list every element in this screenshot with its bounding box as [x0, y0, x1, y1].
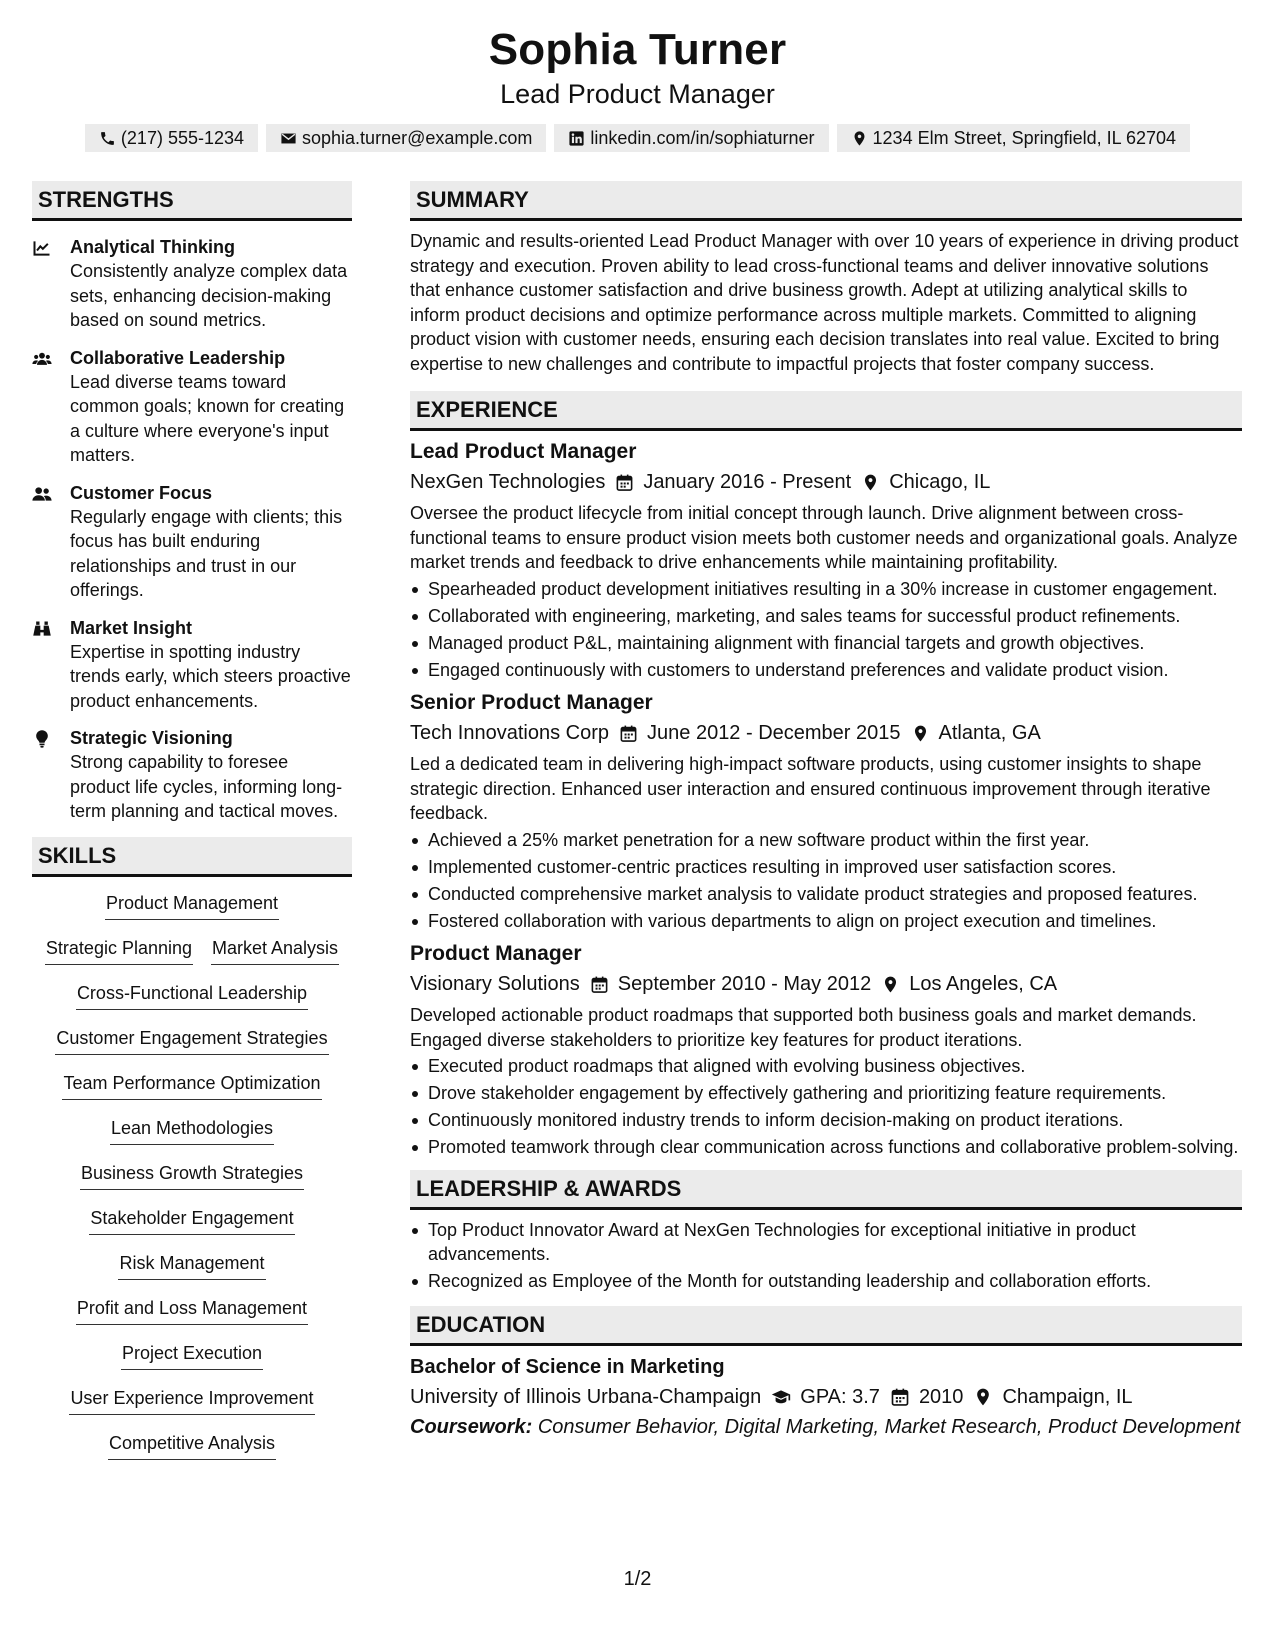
bullet-item: Implemented customer-centric practices resulting in improved user satisfaction scores.	[410, 855, 1242, 880]
skills-list	[32, 890, 352, 1475]
location-icon	[861, 473, 880, 492]
summary-heading: SUMMARY	[410, 181, 1242, 221]
awards-list	[410, 1218, 1242, 1294]
page-number: 1/2	[623, 1568, 652, 1590]
education-school: University of Illinois Urbana-Champaign	[410, 1385, 762, 1408]
contact-email-text: sophia.turner@example.com	[302, 128, 533, 148]
strength-title: Market Insight	[70, 617, 193, 638]
award-item: Top Product Innovator Award at NexGen Technologies for exceptional initiative in product advancements.	[410, 1218, 1242, 1267]
chart-line-icon	[32, 238, 52, 258]
education-year: 2010	[918, 1385, 964, 1408]
strength-title: Analytical Thinking	[70, 237, 236, 257]
education-heading: EDUCATION	[410, 1306, 1242, 1346]
location-icon	[911, 724, 930, 743]
skills-row	[32, 1385, 352, 1430]
strength-item	[32, 346, 352, 468]
left-column	[32, 181, 352, 1475]
strength-item	[32, 481, 352, 603]
skill-tag: Market Analysis	[211, 935, 339, 965]
job-company: NexGen Technologies	[410, 471, 606, 493]
experience-heading: EXPERIENCE	[410, 391, 1242, 431]
skills-row	[32, 1250, 352, 1295]
skill-tag: Risk Management	[118, 1250, 265, 1280]
skill-tag: Product Management	[105, 890, 279, 920]
contact-address	[837, 124, 1191, 152]
right-column	[410, 181, 1242, 1442]
job-entry	[410, 939, 1242, 1160]
skills-row	[32, 1430, 352, 1475]
award-item: Recognized as Employee of the Month for outstanding leadership and collaboration efforts.	[410, 1269, 1242, 1294]
job-bullets	[410, 1054, 1242, 1160]
calendar-icon	[890, 1387, 910, 1407]
strength-desc: Strong capability to foresee product life cycles, informing long-term planning and tactical moves.	[70, 752, 343, 821]
bullet-item: Continuously monitored industry trends to inform decision-making on product iterations.	[410, 1108, 1242, 1133]
job-dates: September 2010 - May 2012	[617, 973, 872, 995]
job-dates: June 2012 - December 2015	[647, 722, 901, 744]
strength-desc: Expertise in spotting industry trends early, which steers proactive product enhancements.	[70, 641, 351, 711]
skill-tag: Team Performance Optimization	[62, 1070, 321, 1100]
skills-row	[32, 1025, 352, 1070]
email-icon	[280, 130, 297, 147]
job-description: Oversee the product lifecycle from initial concept through launch. Drive alignment between cross-functional teams to ensure product vision meets both customer needs and organizational goals. Analyze market trends and feedback to drive enhancements while maintaining profitability.	[410, 503, 1238, 572]
job-company: Tech Innovations Corp	[410, 722, 610, 744]
calendar-icon	[590, 975, 609, 994]
contact-address-text: 1234 Elm Street, Springfield, IL 62704	[872, 128, 1177, 148]
coursework-list: Consumer Behavior, Digital Marketing, Market Research, Product Development	[537, 1415, 1241, 1438]
contact-phone[interactable]	[85, 124, 258, 152]
candidate-title: Lead Product Manager	[500, 79, 775, 109]
education-meta	[410, 1382, 1242, 1412]
skill-tag: Stakeholder Engagement	[89, 1205, 294, 1235]
skills-row	[32, 1295, 352, 1340]
job-entry	[410, 437, 1242, 682]
skills-row	[32, 1205, 352, 1250]
coursework-label: Coursework:	[410, 1415, 533, 1438]
skill-tag: Business Growth Strategies	[80, 1160, 304, 1190]
job-meta	[410, 718, 1242, 748]
bullet-item: Collaborated with engineering, marketing, and sales teams for successful product refinements.	[410, 604, 1242, 629]
strength-title: Collaborative Leadership	[70, 347, 286, 368]
education-degree: Bachelor of Science in Marketing	[410, 1355, 725, 1378]
strengths-list	[32, 235, 352, 824]
binoculars-icon	[32, 619, 52, 639]
skills-row	[32, 1340, 352, 1385]
skill-tag: Project Execution	[121, 1340, 263, 1370]
skill-tag: Customer Engagement Strategies	[55, 1025, 328, 1055]
job-meta	[410, 969, 1242, 999]
skill-tag: Competitive Analysis	[108, 1430, 276, 1460]
job-title: Senior Product Manager	[410, 691, 653, 714]
bullet-item: Achieved a 25% market penetration for a new software product within the first year.	[410, 828, 1242, 853]
skills-row	[32, 1160, 352, 1205]
strength-desc: Lead diverse teams toward common goals; known for creating a culture where everyone's input matters.	[70, 371, 345, 465]
skills-row	[32, 1070, 352, 1115]
job-meta	[410, 467, 1242, 497]
phone-icon	[99, 130, 116, 147]
job-location: Chicago, IL	[889, 471, 991, 493]
contact-linkedin-text: linkedin.com/in/sophiaturner	[590, 128, 815, 148]
linkedin-icon	[568, 130, 585, 147]
education-location: Champaign, IL	[1002, 1385, 1133, 1408]
skill-tag: Profit and Loss Management	[76, 1295, 308, 1325]
bullet-item: Executed product roadmaps that aligned with evolving business objectives.	[410, 1054, 1242, 1079]
job-title: Product Manager	[410, 942, 582, 965]
strength-item	[32, 616, 352, 714]
location-icon	[973, 1387, 993, 1407]
location-icon	[851, 130, 868, 147]
strength-item	[32, 235, 352, 333]
job-title: Lead Product Manager	[410, 440, 637, 463]
bullet-item: Fostered collaboration with various departments to align on project execution and timelines.	[410, 909, 1242, 934]
skill-tag: User Experience Improvement	[69, 1385, 314, 1415]
education-gpa: GPA: 3.7	[800, 1385, 880, 1408]
resume-header	[0, 22, 1275, 152]
job-location: Atlanta, GA	[938, 722, 1041, 744]
bullet-item: Engaged continuously with customers to understand preferences and validate product vision.	[410, 658, 1242, 683]
contact-linkedin[interactable]	[554, 124, 828, 152]
summary-text: Dynamic and results-oriented Lead Product Manager with over 10 years of experience in driving product strategy and execution. Proven ability to lead cross-functional teams and deliver innovative solutions that enhance customer satisfaction and drive business growth. Adept at utilizing analytical skills to inform product decisions and optimize performance across multiple markets. Committed to aligning product vision with customer needs, ensuring each decision translates into real value. Excited to bring expertise to new challenges and contribute to impactful projects that foster company success.	[410, 231, 1239, 374]
education-coursework	[410, 1412, 1242, 1442]
skill-tag: Cross-Functional Leadership	[76, 980, 308, 1010]
calendar-icon	[619, 724, 638, 743]
job-bullets	[410, 828, 1242, 934]
skills-heading: SKILLS	[32, 837, 352, 877]
user-friends-icon	[32, 484, 52, 504]
job-description: Led a dedicated team in delivering high-impact software products, using customer insights to shape strategic direction. Enhanced user interaction and ensured continuous improvement through iterative feedback.	[410, 754, 1211, 823]
users-icon	[32, 349, 52, 369]
calendar-icon	[615, 473, 634, 492]
contact-phone-text: (217) 555-1234	[120, 128, 245, 148]
bullet-item: Managed product P&L, maintaining alignment with financial targets and growth objectives.	[410, 631, 1242, 656]
job-description: Developed actionable product roadmaps that supported both business goals and market demands. Engaged diverse stakeholders to prioritize key features for product iterations.	[410, 1005, 1197, 1050]
strength-desc: Regularly engage with clients; this focus has built enduring relationships and trust in our offerings.	[70, 506, 343, 600]
bullet-item: Drove stakeholder engagement by effectively gathering and prioritizing feature requirements.	[410, 1081, 1242, 1106]
location-icon	[881, 975, 900, 994]
bullet-item: Promoted teamwork through clear communication across functions and collaborative problem-solving.	[410, 1135, 1242, 1160]
strength-item	[32, 726, 352, 824]
job-bullets	[410, 577, 1242, 683]
strengths-heading: STRENGTHS	[32, 181, 352, 221]
skill-tag: Lean Methodologies	[110, 1115, 274, 1145]
bullet-item: Conducted comprehensive market analysis to validate product strategies and proposed features.	[410, 882, 1242, 907]
skill-tag: Strategic Planning	[45, 935, 193, 965]
bullet-item: Spearheaded product development initiatives resulting in a 30% increase in customer engagement.	[410, 577, 1242, 602]
strength-title: Customer Focus	[70, 482, 213, 503]
contact-email[interactable]	[266, 124, 546, 152]
contact-bar	[0, 124, 1275, 152]
job-location: Los Angeles, CA	[909, 973, 1058, 995]
job-dates: January 2016 - Present	[643, 471, 852, 493]
graduation-cap-icon	[771, 1387, 791, 1407]
job-entry	[410, 688, 1242, 933]
skills-row	[32, 890, 352, 935]
skills-row	[32, 980, 352, 1025]
job-company: Visionary Solutions	[410, 973, 580, 995]
candidate-name: Sophia Turner	[488, 25, 787, 74]
skills-row	[32, 935, 352, 980]
lightbulb-icon	[32, 729, 52, 749]
strength-desc: Consistently analyze complex data sets, enhancing decision-making based on sound metrics.	[70, 261, 348, 330]
strength-title: Strategic Visioning	[70, 728, 233, 748]
awards-heading: LEADERSHIP & AWARDS	[410, 1170, 1242, 1210]
skills-row	[32, 1115, 352, 1160]
